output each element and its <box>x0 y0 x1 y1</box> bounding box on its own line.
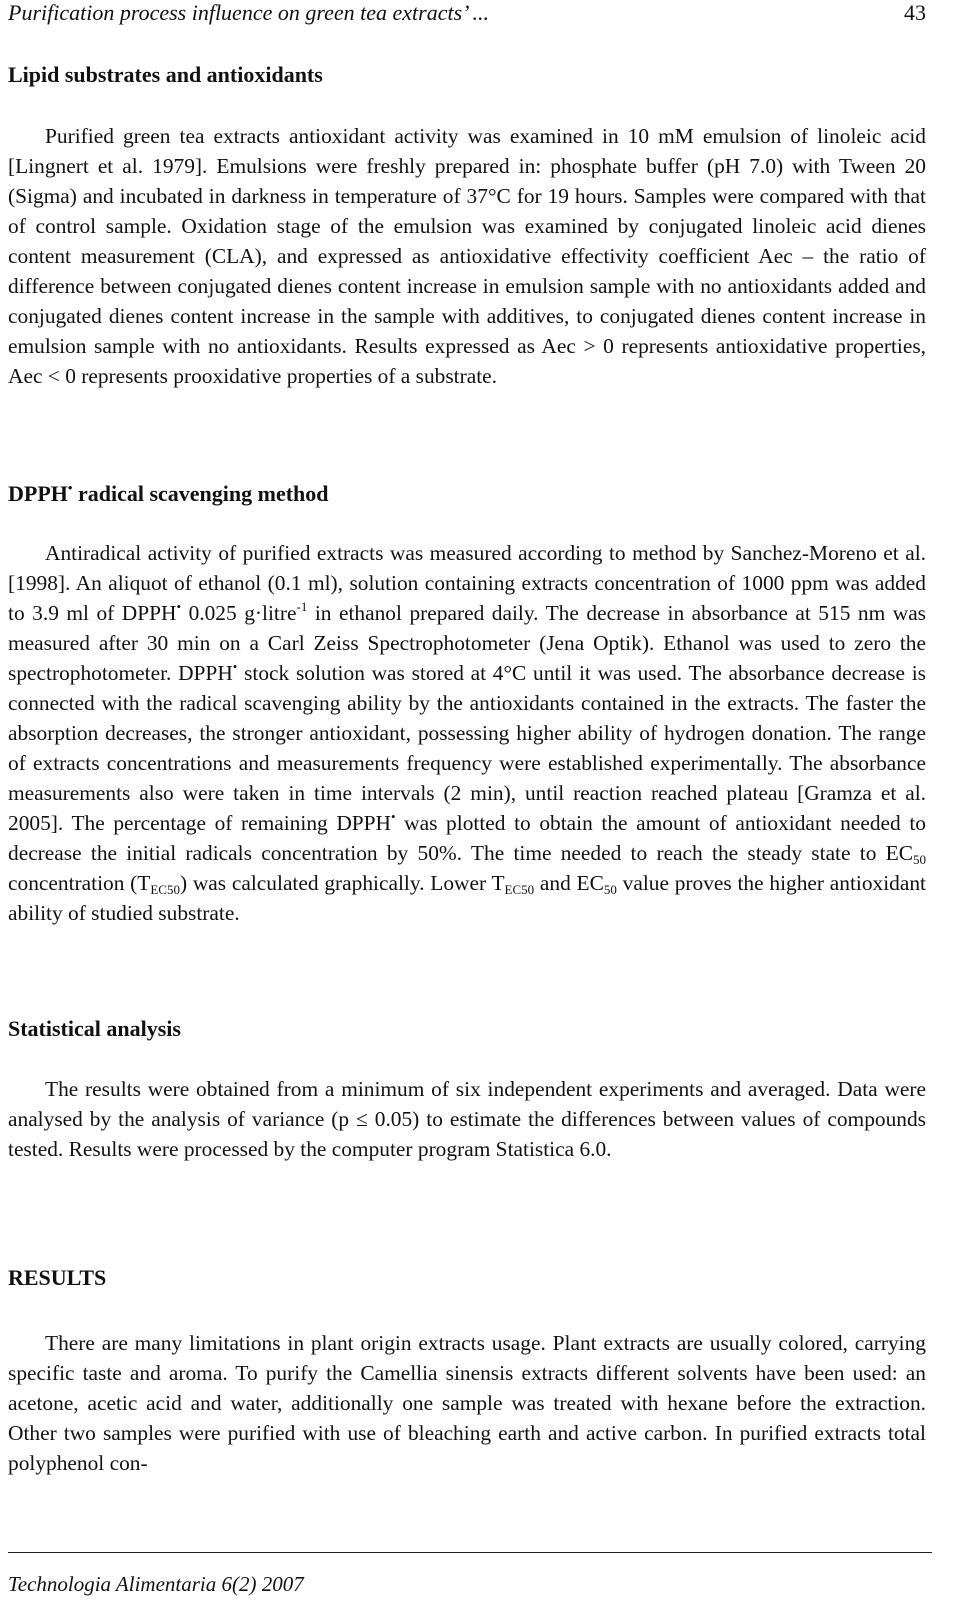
radical-dot: • <box>391 809 396 824</box>
subscript: 50 <box>603 882 617 897</box>
text-run: and EC <box>534 871 604 895</box>
radical-dot: • <box>67 480 73 495</box>
section-heading-results: RESULTS <box>8 1265 107 1290</box>
footer-journal: Technologia Alimentaria 6(2) 2007 <box>8 1572 304 1596</box>
page-number: 43 <box>904 0 926 25</box>
running-head-title: Purification process influence on green tea extracts’ ... <box>8 0 490 25</box>
radical-dot: • <box>176 599 182 614</box>
radical-dot: • <box>232 659 238 674</box>
subscript: EC50 <box>150 882 180 897</box>
text-run: in ethanol prepared daily. The decrease in absorbance at 515 nm was measured after 30 min on a Carl Zeiss Spectrophotometer (Jena Optik). Ethanol was used to zero the spectrophotometer. DPPH <box>8 601 927 685</box>
subscript: EC50 <box>504 882 535 897</box>
running-head <box>8 0 926 28</box>
text-run: concentration (T <box>8 871 151 895</box>
paragraph-results: There are many limitations in plant origin extracts usage. Plant extracts are usually colored, carrying specific taste and aroma. To purify the Camellia sinensis extracts different solvents have been used: an acetone, acetic acid and water, additionally one sample was treated with hexane before the extraction. Other two samples were purified with use of bleaching earth and active carbon. In purified extracts total polyphenol con- <box>8 1331 926 1475</box>
footer-rule <box>8 1552 932 1553</box>
section-heading-stats: Statistical analysis <box>8 1016 181 1041</box>
paragraph-lipid: Purified green tea extracts antioxidant activity was examined in 10 mM emulsion of linoleic acid [Lingnert et al. 1979]. Emulsions were freshly prepared in: phosphate buffer (pH 7.0) with Tween 20 (Sigma) and incubated in darkness in temperature of 37°C for 19 hours. Samples were compared with that of control sample. Oxidation stage of the emulsion was examined by conjugated linoleic acid dienes content measurement (CLA), and expressed as antioxidative effectivity coefficient Aec – the ratio of difference between conjugated dienes content increase in emulsion sample with no antioxidants added and conjugated dienes content increase in the sample with additives, to conjugated dienes content increase in emulsion sample with no antioxidants. Results expressed as Aec > 0 represents antioxidative properties, Aec < 0 represents prooxidative properties of a substrate. <box>8 124 926 388</box>
text-run: 0.025 g·litre <box>181 601 297 625</box>
text-run: was plotted to obtain the amount of antioxidant needed to decrease the initial radicals concentration by 50%. The time needed to reach the steady state to EC <box>8 811 926 865</box>
section-heading-lipid: Lipid substrates and antioxidants <box>8 62 323 87</box>
text-run: value proves the higher antioxidant ability of studied substrate. <box>8 871 927 925</box>
exponent: -1 <box>296 599 308 614</box>
paragraph-stats: The results were obtained from a minimum of six independent experiments and averaged. Data were analysed by the analysis of variance (p ≤ 0.05) to estimate the differences between values of compounds tested. Results were processed by the computer program Statistica 6.0. <box>8 1077 926 1161</box>
text-run: ) was calculated graphically. Lower T <box>179 871 505 895</box>
section-heading-dpph <box>8 481 329 507</box>
heading-dpph-rest: radical scavenging method <box>72 481 329 506</box>
subscript: 50 <box>913 852 926 867</box>
text-run: stock solution was stored at 4°C until it was used. The absorbance decrease is connected with the radical scavenging ability by the antioxidants contained in the extracts. The faster the absorption decreases, the stronger antioxidant, possessing higher ability of hydrogen donation. The range of extracts concentrations and measurements frequency were established experimentally. The absorbance measurements also were taken in time intervals (2 min), until reaction reached plateau [Gramza et al. 2005]. The percentage of remaining DPPH <box>8 661 927 835</box>
heading-dpph-main: DPPH <box>8 481 68 506</box>
text-run: Antiradical activity of purified extracts was measured according to method by Sanchez-Moreno et al. [1998]. An aliquot of ethanol (0.1 ml), solution containing extracts concentration of 1000 ppm was added to 3.9 ml of DPPH <box>8 541 926 625</box>
paragraph-dpph <box>8 538 926 928</box>
